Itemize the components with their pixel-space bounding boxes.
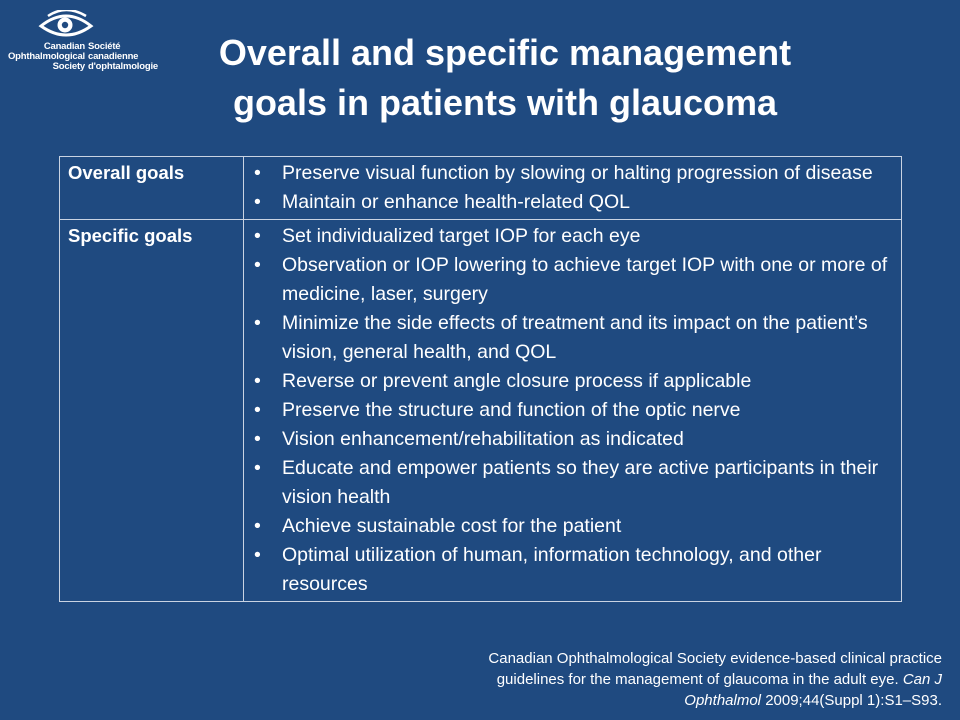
table-row-overall bbox=[60, 157, 902, 220]
citation-text: Canadian Ophthalmological Society evidence-based clinical practice guidelines for the management of glaucoma in the adult eye. bbox=[488, 650, 942, 688]
row-items-specific bbox=[244, 220, 902, 602]
slide-title bbox=[150, 28, 860, 128]
logo-text-english: Canadian Ophthalmological Society bbox=[7, 41, 85, 72]
list-item: • Maintain or enhance health-related QOL bbox=[248, 188, 897, 217]
society-logo bbox=[6, 8, 156, 78]
list-item: • Preserve visual function by slowing or halting progression of disease bbox=[248, 159, 897, 188]
logo-text-french: Société canadienne d'ophtalmologie bbox=[88, 41, 158, 72]
table-row-specific bbox=[60, 220, 902, 602]
list-item: • Observation or IOP lowering to achieve target IOP with one or more of medicine, laser, surgery bbox=[248, 251, 897, 309]
citation bbox=[422, 648, 942, 711]
overall-goals-list bbox=[248, 159, 897, 217]
list-item: • Minimize the side effects of treatment and its impact on the patient’s vision, general health, and QOL bbox=[248, 309, 897, 367]
specific-goals-list bbox=[248, 222, 897, 599]
list-item: • Set individualized target IOP for each eye bbox=[248, 222, 897, 251]
citation-journal: Can J Ophthalmol bbox=[684, 671, 942, 709]
row-label-specific: Specific goals bbox=[60, 220, 244, 602]
list-item: • Optimal utilization of human, information technology, and other resources bbox=[248, 541, 897, 599]
list-item: • Reverse or prevent angle closure process if applicable bbox=[248, 367, 897, 396]
title-line-2: goals in patients with glaucoma bbox=[232, 82, 778, 123]
eye-icon bbox=[38, 10, 94, 40]
goals-table bbox=[59, 156, 902, 602]
list-item: • Preserve the structure and function of the optic nerve bbox=[248, 396, 897, 425]
list-item: • Achieve sustainable cost for the patient bbox=[248, 512, 897, 541]
citation-ref: 2009;44(Suppl 1):S1–S93. bbox=[765, 692, 942, 709]
list-item: • Educate and empower patients so they are active participants in their vision health bbox=[248, 454, 897, 512]
row-items-overall bbox=[244, 157, 902, 220]
row-label-overall: Overall goals bbox=[60, 157, 244, 220]
list-item: • Vision enhancement/rehabilitation as indicated bbox=[248, 425, 897, 454]
title-line-1: Overall and specific management bbox=[218, 32, 792, 73]
